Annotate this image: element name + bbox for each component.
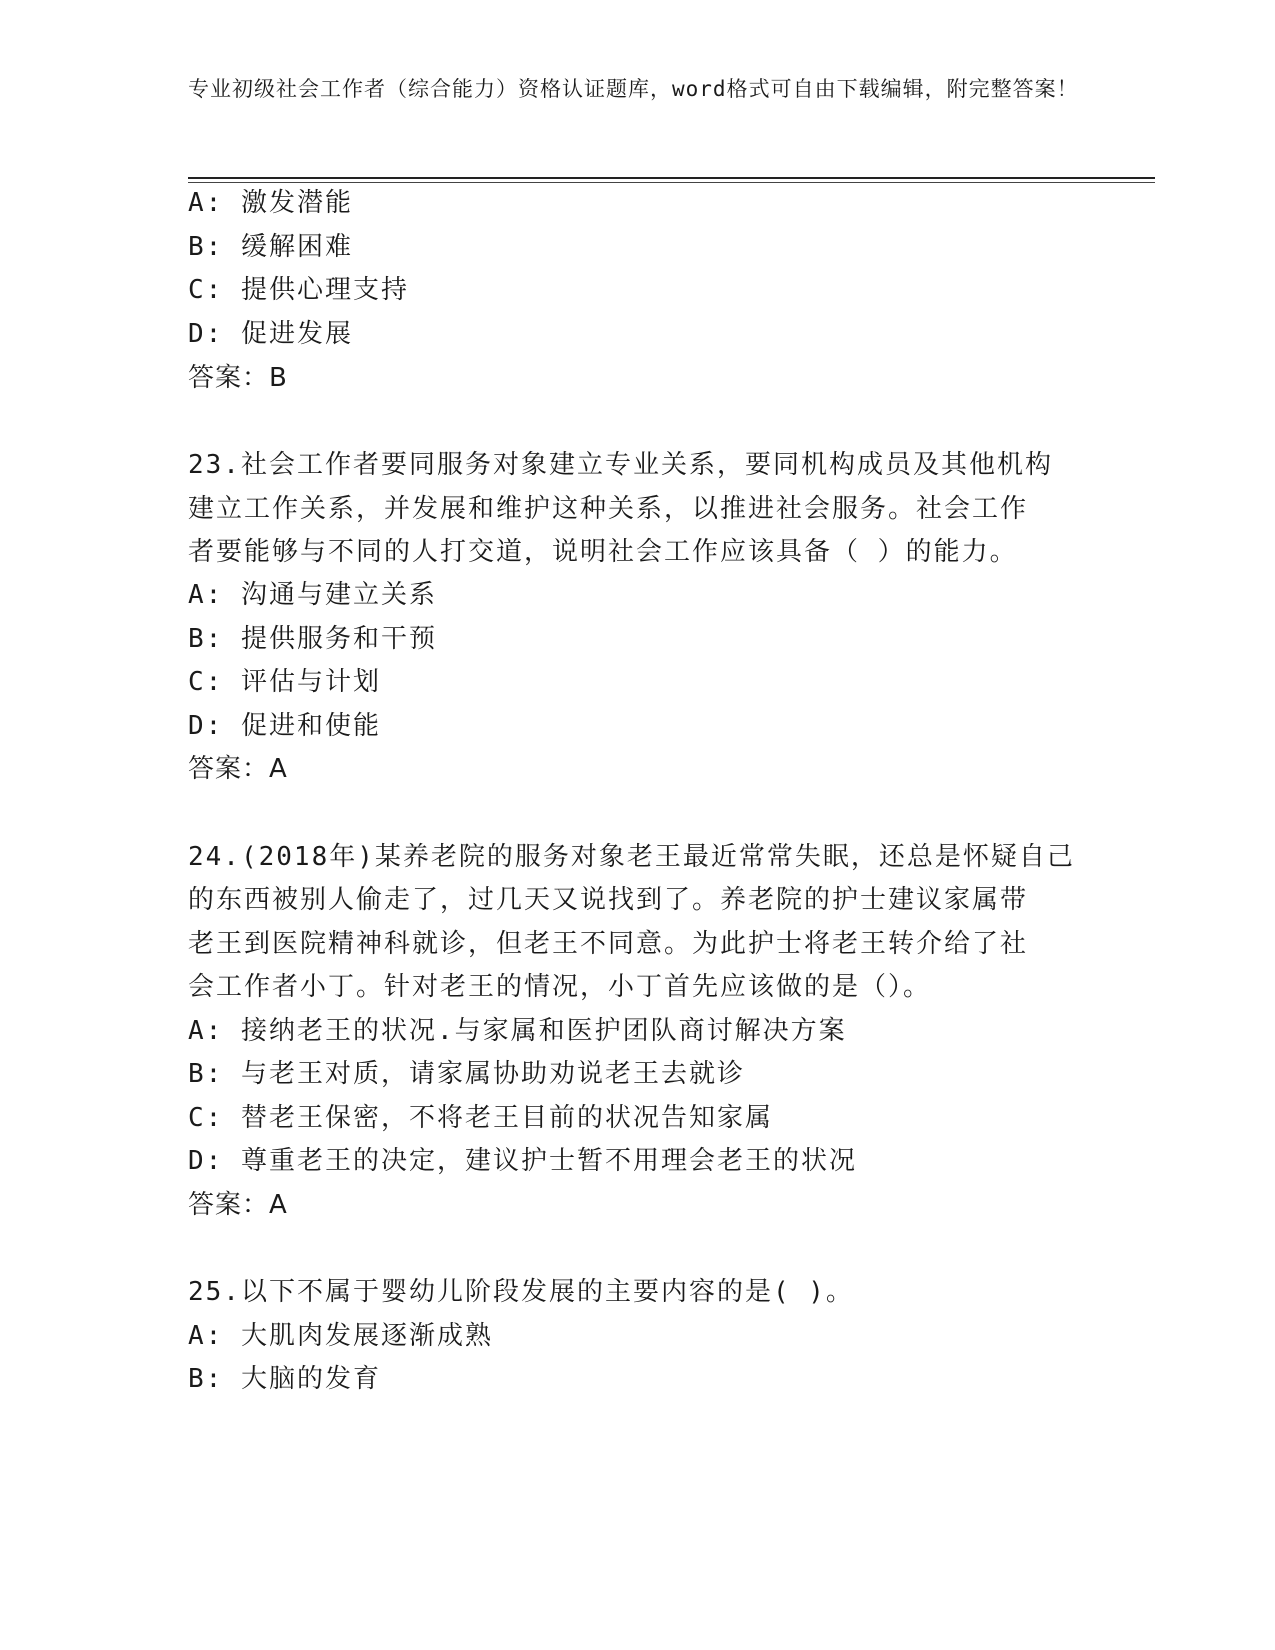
header-divider [188, 177, 1155, 179]
q23-stem-line-1: 23.社会工作者要同服务对象建立专业关系，要同机构成员及其他机构 [188, 450, 1053, 480]
q22-option-d: D: 促进发展 [188, 319, 353, 349]
q24-stem-line-4: 会工作者小丁。针对老王的情况，小丁首先应该做的是（）。 [188, 972, 932, 1002]
q24-option-b: B: 与老王对质，请家属协助劝说老王去就诊 [188, 1059, 745, 1089]
q24-stem-line-2: 的东西被别人偷走了，过几天又说找到了。养老院的护士建议家属带 [188, 885, 1029, 915]
q22-option-c: C: 提供心理支持 [188, 275, 409, 305]
q25-option-a: A: 大肌肉发展逐渐成熟 [188, 1321, 493, 1351]
q24-stem-line-3: 老王到医院精神科就诊，但老王不同意。为此护士将老王转介给了社 [188, 929, 1029, 959]
q25-option-b: B: 大脑的发育 [188, 1364, 381, 1394]
q25-stem-line-1: 25.以下不属于婴幼儿阶段发展的主要内容的是( )。 [188, 1277, 854, 1307]
q23-answer: 答案：A [188, 754, 288, 784]
q23-stem-line-2: 建立工作关系，并发展和维护这种关系，以推进社会服务。社会工作 [188, 494, 1029, 524]
q22-answer: 答案：B [188, 363, 288, 393]
q23-option-c: C: 评估与计划 [188, 667, 381, 697]
page-header: 专业初级社会工作者（综合能力）资格认证题库，word格式可自由下载编辑，附完整答案！ [188, 77, 1079, 101]
q23-option-a: A: 沟通与建立关系 [188, 580, 437, 610]
header-divider-thin [188, 182, 1155, 183]
q24-option-a: A: 接纳老王的状况.与家属和医护团队商讨解决方案 [188, 1016, 847, 1046]
q23-option-d: D: 促进和使能 [188, 711, 381, 741]
q24-option-c: C: 替老王保密，不将老王目前的状况告知家属 [188, 1103, 773, 1133]
q22-option-b: B: 缓解困难 [188, 232, 353, 262]
q23-option-b: B: 提供服务和干预 [188, 624, 437, 654]
q24-answer: 答案：A [188, 1190, 288, 1220]
q24-stem-line-1: 24.(2018年)某养老院的服务对象老王最近常常失眠，还总是怀疑自己 [188, 842, 1075, 872]
q22-option-a: A: 激发潜能 [188, 188, 353, 218]
q24-option-d: D: 尊重老王的决定，建议护士暂不用理会老王的状况 [188, 1146, 857, 1176]
q23-stem-line-3: 者要能够与不同的人打交道，说明社会工作应该具备（ ）的能力。 [188, 537, 1018, 567]
